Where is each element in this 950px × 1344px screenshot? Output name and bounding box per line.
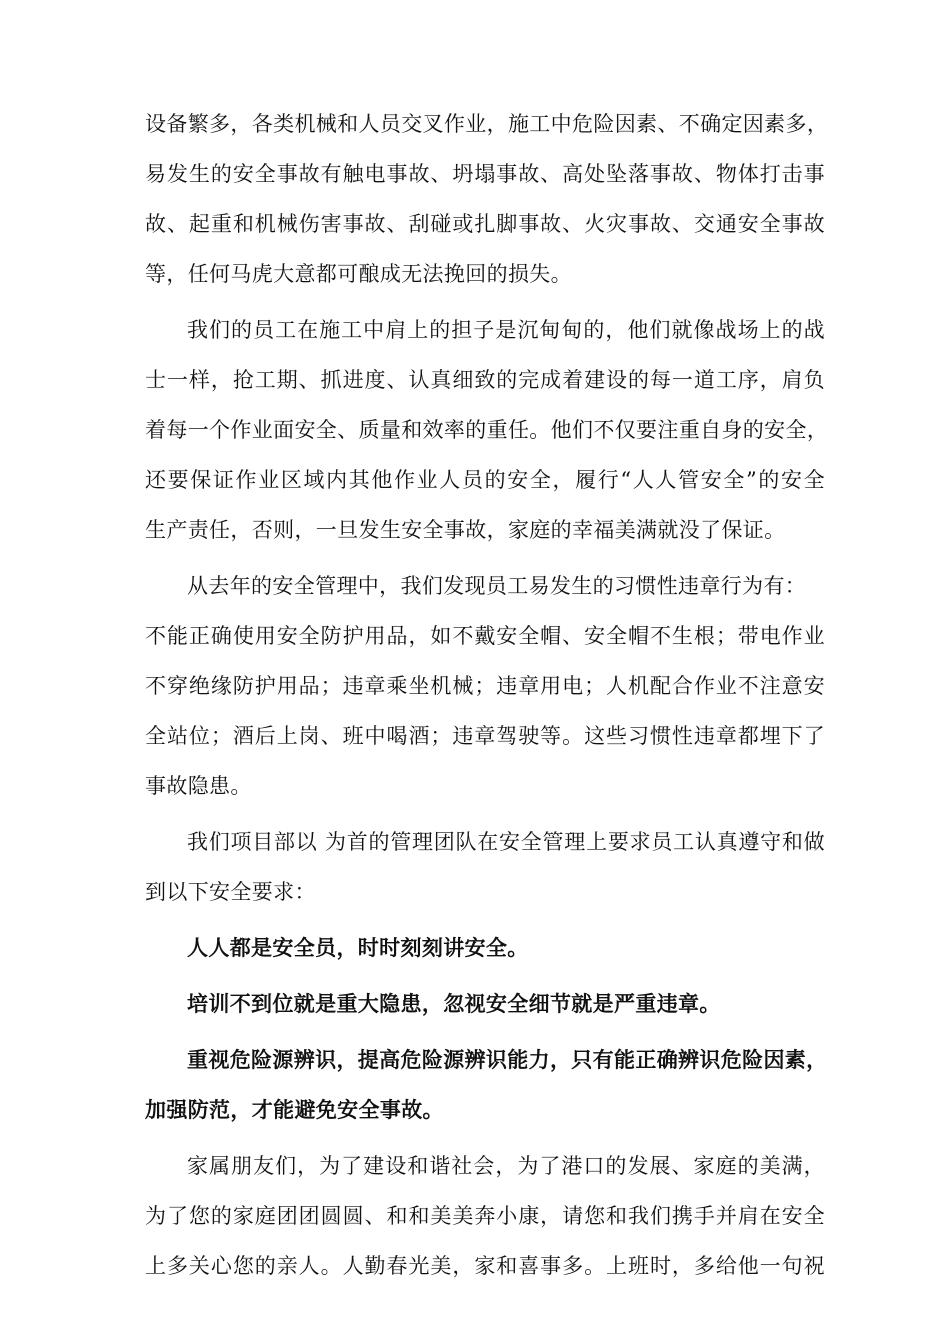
text-line: 还要保证作业区域内其他作业人员的安全，履行“人人管安全”的安全 bbox=[145, 468, 825, 492]
text-line: 事故隐患。 bbox=[145, 774, 252, 798]
text-line: 到以下安全要求： bbox=[145, 880, 316, 904]
text-line: 着每一个作业面安全、质量和效率的重任。他们不仅要注重自身的安全， bbox=[145, 418, 829, 442]
text-line: 设备繁多，各类机械和人员交叉作业，施工中危险因素、不确定因素多， bbox=[145, 112, 829, 136]
text-line: 加强防范，才能避免安全事故。 bbox=[145, 1097, 444, 1122]
text-line: 培训不到位就是重大隐患，忽视安全细节就是严重违章。 bbox=[187, 991, 721, 1016]
text-line: 我们的员工在施工中肩上的担子是沉甸甸的，他们就像战场上的战 bbox=[187, 318, 825, 342]
text-line: 为了您的家庭团团圆圆、和和美美奔小康，请您和我们携手并肩在安全 bbox=[145, 1204, 825, 1228]
text-line: 全站位；酒后上岗、班中喝酒；违章驾驶等。这些习惯性违章都埋下了 bbox=[145, 724, 825, 748]
text-line: 我们项目部以 为首的管理团队在安全管理上要求员工认真遵守和做 bbox=[187, 830, 825, 854]
text-line: 生产责任，否则，一旦发生安全事故，家庭的幸福美满就没了保证。 bbox=[145, 518, 786, 542]
text-line: 重视危险源辨识，提高危险源辨识能力，只有能正确辨识危险因素， bbox=[187, 1047, 828, 1072]
text-line: 士一样，抢工期、抓进度、认真细致的完成着建设的每一道工序，肩负 bbox=[145, 368, 825, 392]
text-line: 家属朋友们，为了建设和谐社会，为了港口的发展、家庭的美满， bbox=[187, 1154, 825, 1178]
text-line: 不穿绝缘防护用品；违章乘坐机械；违章用电；人机配合作业不注意安 bbox=[145, 674, 825, 698]
text-line: 从去年的安全管理中，我们发现员工易发生的习惯性违章行为有： bbox=[187, 574, 807, 598]
text-line: 不能正确使用安全防护用品，如不戴安全帽、安全帽不生根；带电作业 bbox=[145, 624, 825, 648]
text-line: 上多关心您的亲人。人勤春光美，家和喜事多。上班时，多给他一句祝 bbox=[145, 1254, 825, 1278]
text-line: 故、起重和机械伤害事故、刮碰或扎脚事故、火灾事故、交通安全事故 bbox=[145, 212, 825, 236]
text-line: 等，任何马虎大意都可酿成无法挽回的损失。 bbox=[145, 262, 572, 286]
text-line: 人人都是安全员，时时刻刻讲安全。 bbox=[187, 935, 529, 960]
text-line: 易发生的安全事故有触电事故、坍塌事故、高处坠落事故、物体打击事 bbox=[145, 162, 825, 186]
